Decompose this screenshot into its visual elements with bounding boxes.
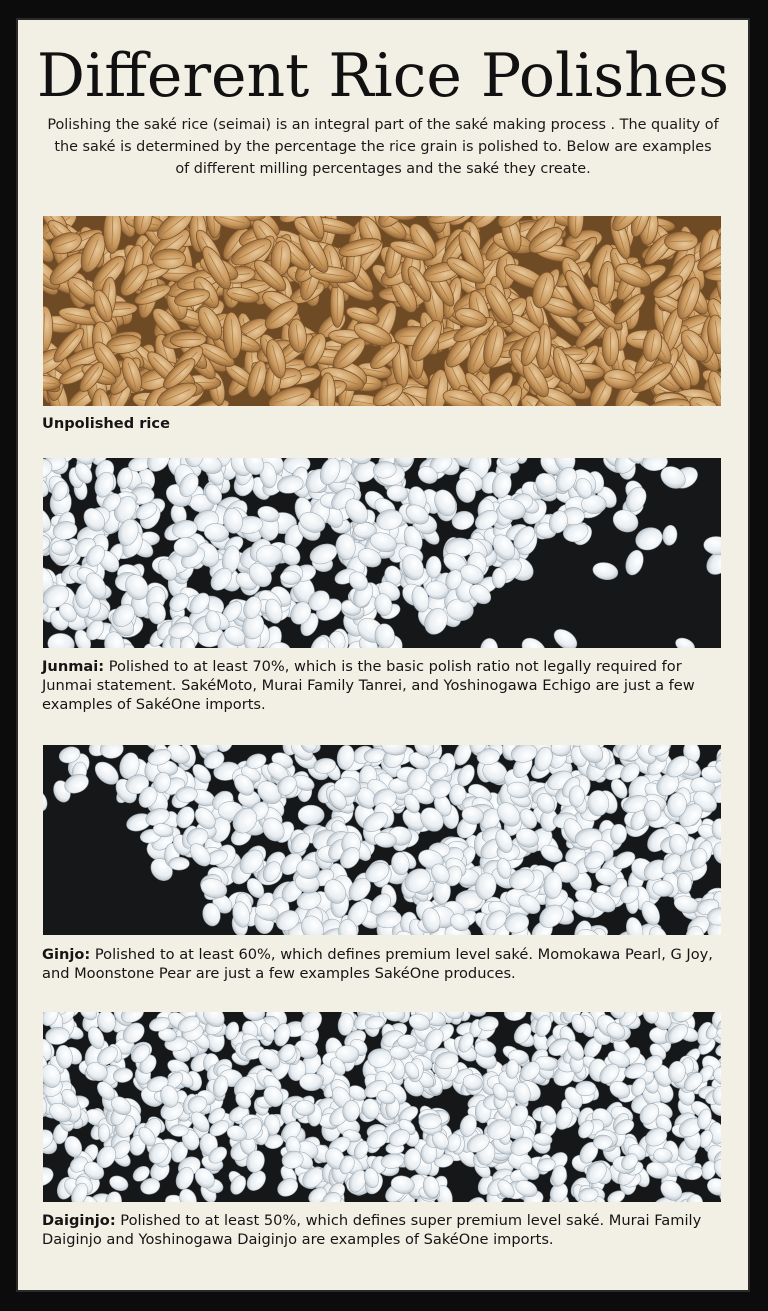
caption-label: Daiginjo: (42, 1212, 116, 1229)
caption-text: Polished to at least 60%, which defines premium level saké. Momokawa Pearl, G Joy, and Moonstone Pear are just a few examples SakéOne produces. (42, 946, 713, 982)
daiginjo-rice-photo (43, 1012, 721, 1202)
caption-text: Polished to at least 70%, which is the basic polish ratio not legally required for Junmai statement. SakéMoto, Murai Family Tanrei, and Yoshinogawa Echigo are just a few examples of SakéOne imports. (42, 658, 695, 713)
intro-text: Polishing the saké rice (seimai) is an integral part of the saké making process . The quality of the saké is determined by the percentage the rice grain is polished to. Below are examples of different milling percentages and the saké they create. (47, 117, 719, 177)
unpolished-rice-photo (43, 216, 721, 406)
caption-label: Unpolished rice (42, 415, 170, 432)
caption-unpolished (42, 414, 732, 433)
caption-ginjo (42, 945, 732, 983)
caption-label: Junmai: (42, 658, 105, 675)
caption-label: Ginjo: (42, 946, 91, 963)
poster-frame (16, 18, 750, 1292)
ginjo-rice-photo (43, 745, 721, 935)
caption-daiginjo (42, 1211, 732, 1249)
caption-junmai (42, 657, 732, 714)
page-title: Different Rice Polishes (36, 41, 730, 111)
caption-text: Polished to at least 50%, which defines super premium level saké. Murai Family Daiginjo and Yoshinogawa Daiginjo are examples of SakéOne imports. (42, 1212, 702, 1248)
junmai-rice-photo (43, 458, 721, 648)
